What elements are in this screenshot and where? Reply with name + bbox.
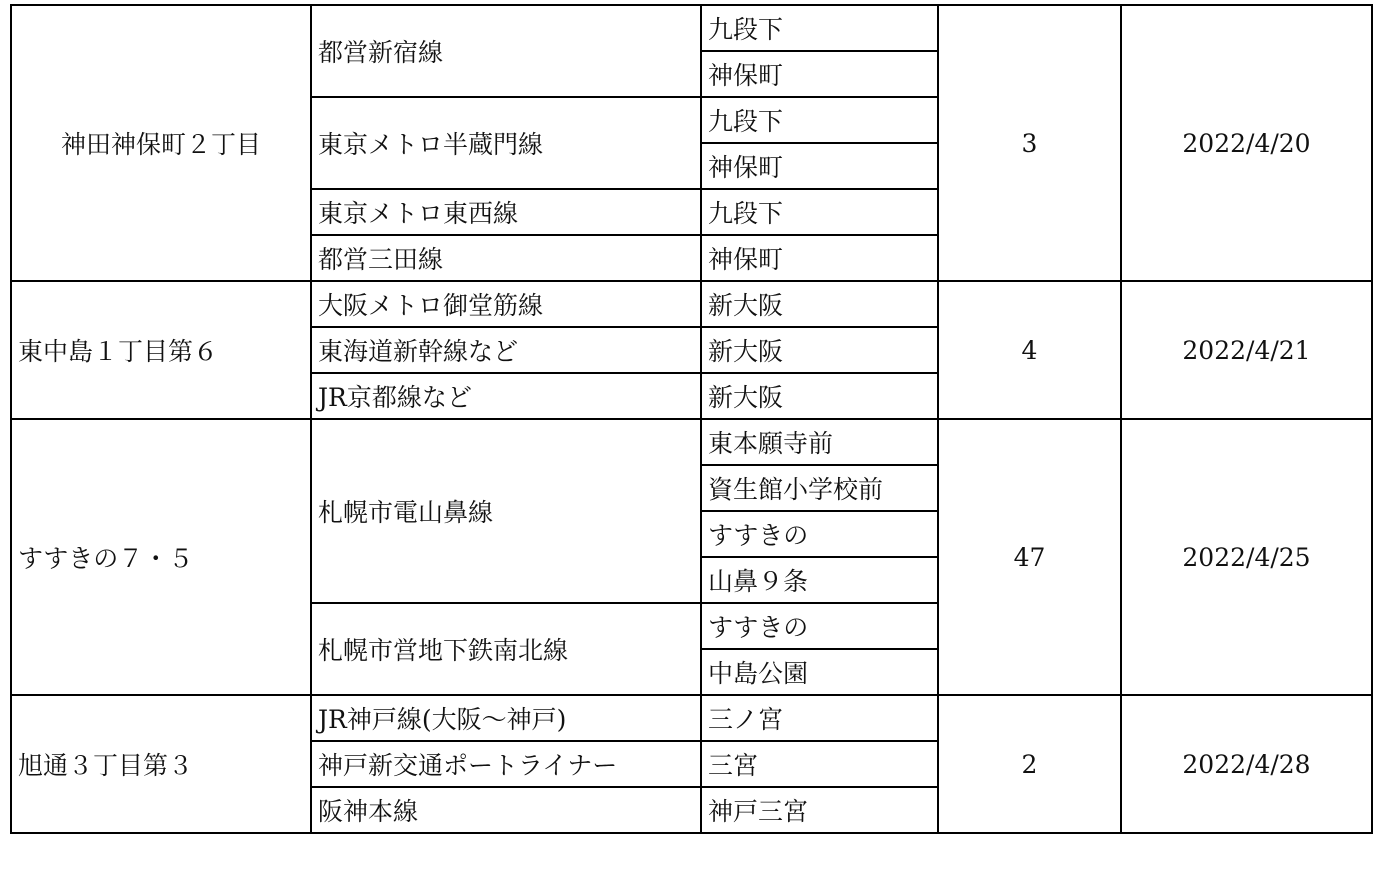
station-cell: 三ノ宮 [701, 695, 938, 741]
station-cell: 資生館小学校前 [701, 465, 938, 511]
station-cell: 中島公園 [701, 649, 938, 695]
count-cell: 3 [938, 5, 1121, 281]
station-table [10, 4, 1373, 834]
station-cell: 新大阪 [701, 373, 938, 419]
area-cell: 東中島１丁目第６ [11, 281, 311, 419]
date-cell: 2022/4/21 [1121, 281, 1372, 419]
line-cell: 東海道新幹線など [311, 327, 701, 373]
station-table-body [11, 5, 1372, 833]
line-cell: 東京メトロ半蔵門線 [311, 97, 701, 189]
line-cell: 大阪メトロ御堂筋線 [311, 281, 701, 327]
count-cell: 2 [938, 695, 1121, 833]
table-row [11, 5, 1372, 51]
station-cell: 新大阪 [701, 327, 938, 373]
date-cell: 2022/4/28 [1121, 695, 1372, 833]
area-cell: すすきの７・５ [11, 419, 311, 695]
line-cell: 東京メトロ東西線 [311, 189, 701, 235]
station-cell: 神保町 [701, 51, 938, 97]
line-cell: 都営新宿線 [311, 5, 701, 97]
station-cell: 山鼻９条 [701, 557, 938, 603]
line-cell: JR京都線など [311, 373, 701, 419]
station-cell: 神保町 [701, 235, 938, 281]
table-row [11, 281, 1372, 327]
line-cell: 神戸新交通ポートライナー [311, 741, 701, 787]
station-cell: すすきの [701, 511, 938, 557]
station-cell: 三宮 [701, 741, 938, 787]
station-cell: 九段下 [701, 97, 938, 143]
line-cell: 札幌市営地下鉄南北線 [311, 603, 701, 695]
station-cell: 東本願寺前 [701, 419, 938, 465]
line-cell: JR神戸線(大阪～神戸) [311, 695, 701, 741]
table-row [11, 695, 1372, 741]
line-cell: 都営三田線 [311, 235, 701, 281]
station-cell: 神保町 [701, 143, 938, 189]
station-cell: すすきの [701, 603, 938, 649]
count-cell: 4 [938, 281, 1121, 419]
station-cell: 九段下 [701, 189, 938, 235]
station-cell: 九段下 [701, 5, 938, 51]
line-cell: 阪神本線 [311, 787, 701, 833]
line-cell: 札幌市電山鼻線 [311, 419, 701, 603]
area-cell: 神田神保町２丁目 [11, 5, 311, 281]
area-cell: 旭通３丁目第３ [11, 695, 311, 833]
date-cell: 2022/4/25 [1121, 419, 1372, 695]
table-row [11, 419, 1372, 465]
count-cell: 47 [938, 419, 1121, 695]
station-cell: 神戸三宮 [701, 787, 938, 833]
date-cell: 2022/4/20 [1121, 5, 1372, 281]
station-cell: 新大阪 [701, 281, 938, 327]
